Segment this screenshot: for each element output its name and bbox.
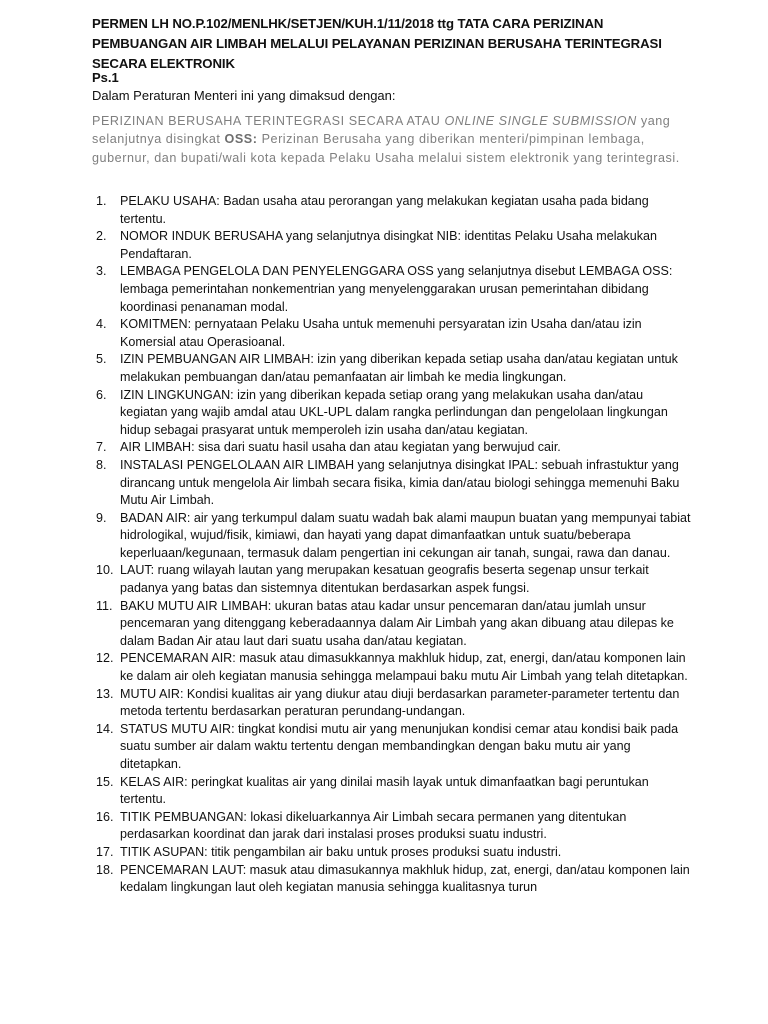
list-item-number: 9. xyxy=(96,510,107,525)
list-item-text: MUTU AIR: Kondisi kualitas air yang diukur atau diuji berdasarkan parameter-parameter tertentu dan metoda tertentu berdasarkan peraturan perundang-undangan. xyxy=(120,686,680,719)
list-item-number: 18. xyxy=(96,862,114,877)
list-item-text: IZIN PEMBUANGAN AIR LIMBAH: izin yang diberikan kepada setiap usaha dan/atau kegiatan untuk melakukan pembuangan dan/atau pemanfaatan air limbah ke media lingkungan. xyxy=(120,352,678,384)
document-title: PERMEN LH NO.P.102/MENLHK/SETJEN/KUH.1/11/2018 ttg TATA CARA PERIZINAN PEMBUANGAN AIR LIMBAH MELALUI PELAYANAN PERIZINAN BERUSAHA TERINTEGRASI SECARA ELEKTRONIK xyxy=(92,16,662,71)
list-item-number: 15. xyxy=(96,774,114,789)
list-item xyxy=(92,510,692,563)
list-item-text: KELAS AIR: peringkat kualitas air yang dinilai masih layak untuk dimanfaatkan bagi peruntukan tertentu. xyxy=(120,774,649,807)
list-item-text: AIR LIMBAH: sisa dari suatu hasil usaha dan atau kegiatan yang berwujud cair. xyxy=(120,440,561,455)
definition-term-italic: ONLINE SINGLE SUBMISSION xyxy=(444,114,637,128)
list-item xyxy=(92,228,692,263)
list-item-text: TITIK PEMBUANGAN: lokasi dikeluarkannya Air Limbah secara permanen yang ditentukan perdasarkan koordinat dan jarak dari instalasi proses produksi suatu industri. xyxy=(120,809,627,842)
list-item-text: INSTALASI PENGELOLAAN AIR LIMBAH yang selanjutnya disingkat IPAL: sebuah infrastuktur yang dirancang untuk mengelola Air limbah secara fisika, kimia dan/atau biologi sehingga memenuhi Baku Mutu Air Limbah. xyxy=(120,457,680,508)
list-item-text: LEMBAGA PENGELOLA DAN PENYELENGGARA OSS yang selanjutnya disebut LEMBAGA OSS: lembaga pemerintahan nonkementrian yang menyelenggarakan urusan pemerintahan dibidang koordinasi penanaman modal. xyxy=(120,264,673,314)
list-item-number: 10. xyxy=(96,563,114,578)
list-item xyxy=(92,650,692,685)
definition-term: PERIZINAN BERUSAHA TERINTEGRASI SECARA ATAU xyxy=(92,114,441,128)
list-item-number: 14. xyxy=(96,721,114,736)
list-item-number: 16. xyxy=(96,809,114,824)
list-item xyxy=(92,809,692,844)
list-item xyxy=(92,316,692,351)
list-item-text: LAUT: ruang wilayah lautan yang merupakan kesatuan geografis beserta segenap unsur terkait padanya yang batas dan sistemnya ditentukan berdasarkan aspek fungsi. xyxy=(120,563,649,596)
list-item xyxy=(92,721,692,774)
list-item-number: 17. xyxy=(96,844,114,859)
list-item xyxy=(92,351,692,386)
list-item xyxy=(92,263,692,316)
list-item-text: PELAKU USAHA: Badan usaha atau perorangan yang melakukan kegiatan usaha pada bidang tertentu. xyxy=(120,194,649,226)
list-item xyxy=(92,193,692,228)
list-item-number: 2. xyxy=(96,229,107,244)
list-item-text: NOMOR INDUK BERUSAHA yang selanjutnya disingkat NIB: identitas Pelaku Usaha melakukan Pendaftaran. xyxy=(120,229,657,261)
list-item-text: PENCEMARAN AIR: masuk atau dimasukkannya makhluk hidup, zat, energi, dan/atau komponen lain ke dalam air oleh kegiatan manusia sehingga melampaui baku mutu Air Limbah yang telah ditetapkan. xyxy=(120,651,688,684)
definitions-list xyxy=(92,193,692,897)
list-item-number: 11. xyxy=(96,598,113,613)
definition-middle: yang selanjutnya disingkat xyxy=(92,114,671,147)
list-item-number: 8. xyxy=(96,457,107,472)
list-item-text: STATUS MUTU AIR: tingkat kondisi mutu air yang menunjukan kondisi cemar atau kondisi baik pada suatu sumber air dalam waktu tertentu dengan membandingkan dengan baku mutu air yang ditetapkan. xyxy=(120,721,679,771)
list-item-text: PENCEMARAN LAUT: masuk atau dimasukannya makhluk hidup, zat, energi, dan/atau komponen lain kedalam lingkungan laut oleh kegiatan manusia sehingga kualitasnya turun xyxy=(120,862,690,895)
list-item-number: 3. xyxy=(96,264,107,279)
list-item-number: 6. xyxy=(96,387,107,402)
list-item-number: 12. xyxy=(96,651,114,666)
list-item xyxy=(92,439,692,457)
list-item-number: 7. xyxy=(96,440,107,455)
list-item xyxy=(92,862,692,897)
list-item xyxy=(92,844,692,862)
list-item xyxy=(92,562,692,597)
list-item-text: BADAN AIR: air yang terkumpul dalam suatu wadah bak alami maupun buatan yang mempunyai tabiat hidrologikal, wujud/fisik, kimiawi, dan hayati yang dapat dimanfaatkan untuk suatu/beberapa keperluaan/kegunaan, termasuk dalam pengertian ini cekungan air tanah, sungai, rawa dan danau. xyxy=(120,510,691,560)
definition-abbr: OSS: xyxy=(224,132,258,147)
list-item-text: IZIN LINGKUNGAN: izin yang diberikan kepada setiap orang yang melakukan usaha dan/atau kegiatan yang wajib amdal atau UKL-UPL dalam rangka perlindungan dan pengelolaan lingkungan hidup sebagai prasyarat untuk memperoleh izin usaha dan/atau kegiatan. xyxy=(120,387,668,437)
list-item-text: TITIK ASUPAN: titik pengambilan air baku untuk proses produksi suatu industri. xyxy=(120,844,562,859)
definition-paragraph xyxy=(92,112,692,167)
list-item xyxy=(92,387,692,440)
list-item-number: 13. xyxy=(96,686,114,701)
list-item xyxy=(92,457,692,510)
section-label: Ps.1 xyxy=(92,70,119,85)
intro-text: Dalam Peraturan Menteri ini yang dimaksud dengan: xyxy=(92,88,396,103)
list-item-text: KOMITMEN: pernyataan Pelaku Usaha untuk memenuhi persyaratan izin Usaha dan/atau izin Komersial atau Operasioanal. xyxy=(120,317,642,349)
list-item xyxy=(92,686,692,721)
definition-body: Perizinan Berusaha yang diberikan menteri/pimpinan lembaga, gubernur, dan bupati/wali kota kepada Pelaku Usaha melalui sistem elektronik yang terintegrasi. xyxy=(92,132,680,165)
list-item xyxy=(92,598,692,651)
list-item xyxy=(92,774,692,809)
list-item-number: 4. xyxy=(96,317,107,332)
list-item-text: BAKU MUTU AIR LIMBAH: ukuran batas atau kadar unsur pencemaran dan/atau jumlah unsur pencemaran yang ditenggang keberadaannya dalam Air Limbah yang akan dibuang atau dilepas ke dalam Badan Air atau laut dari suatu usaha dan/atau kegiatan. xyxy=(120,598,674,648)
list-item-number: 5. xyxy=(96,352,107,367)
list-item-number: 1. xyxy=(96,194,107,208)
